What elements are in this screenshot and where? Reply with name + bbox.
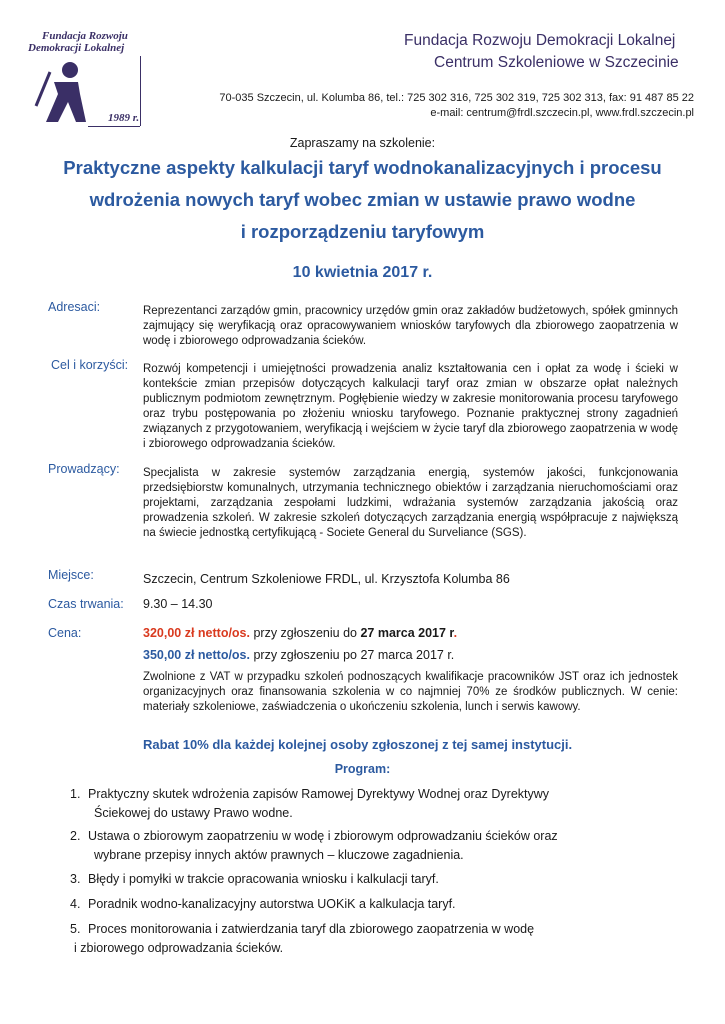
program-item-number: 3. (70, 872, 81, 886)
training-date: 10 kwietnia 2017 r. (292, 264, 433, 281)
title-line-1: Praktyczne aspekty kalkulacji taryf wodnokanalizacyjnych i procesu (63, 157, 662, 178)
cel-text: Rozwój kompetencji i umiejętności prowadzenia analiz kształtowania cen i opłat za wodę i ścieki w kontekście zmian przepisów dotyczących kalkulacji taryf oraz zmian w obszarze opłat należnych publicznym podmiotom zewnętrznym. Pogłębienie wiedzy w zakresie monitorowania procesu taryfowego oraz trybu postępowania po złożeniu wniosku taryfowego. Poznanie praktycznej strony zagadnień związanych z przygotowaniem, weryfikacją i wejściem w życie taryf dla zbiorowego zaopatrzenia w wodę i zbiorowego odprowadzania ścieków. (143, 363, 678, 450)
org-address: 70-035 Szczecin, ul. Kolumba 86, tel.: 725 302 316, 725 302 319, 725 302 313, fax: 91 487 85 22 (219, 92, 694, 104)
program-item-text: Ustawa o zbiorowym zaopatrzeniu w wodę i zbiorowym odprowadzaniu ścieków oraz (88, 829, 558, 843)
program-item (70, 870, 638, 889)
title-line-3: i rozporządzeniu taryfowym (240, 221, 485, 242)
program-item-number: 2. (70, 829, 81, 843)
program-item-text: Poradnik wodno-kanalizacyjny autorstwa UOKiK a kalkulacja taryf. (88, 897, 456, 911)
logo-frame-vertical (140, 56, 141, 126)
logo-name-line1: Fundacja Rozwoju (42, 30, 128, 42)
miejsce-text: Szczecin, Centrum Szkoleniowe FRDL, ul. Krzysztofa Kolumba 86 (143, 572, 510, 586)
program-item-text-cont: i zbiorowego odprowadzania ścieków. (74, 941, 284, 955)
price-1: 320,00 zł netto/os. (143, 626, 250, 640)
price-2-condition: przy zgłoszeniu po 27 marca 2017 r. (249, 648, 455, 662)
price-line-2 (143, 648, 454, 662)
program-item-text-cont: Ściekowej do ustawy Prawo wodne. (94, 806, 293, 820)
czas-text: 9.30 – 14.30 (143, 597, 213, 611)
cel-label: Cel i korzyści: (51, 358, 129, 372)
training-title (40, 152, 685, 248)
logo-name-line2: Demokracji Lokalnej (28, 42, 125, 54)
program-item-text: Praktyczny skutek wdrożenia zapisów Ramowej Dyrektywy Wodnej oraz Dyrektywy (88, 787, 550, 801)
prowadzacy-label: Prowadzący: (48, 462, 120, 476)
adresaci-label: Adresaci: (48, 300, 101, 314)
program-item-number: 5. (70, 922, 81, 936)
program-heading: Program: (334, 762, 391, 776)
czas-label: Czas trwania: (48, 597, 124, 611)
price-2: 350,00 zł netto/os. (143, 648, 250, 662)
price-note: Zwolnione z VAT w przypadku szkoleń podnoszących kwalifikacje pracowników JST oraz ich jednostek organizacyjnych oraz finansowania szkolenia w co najmniej 70% ze środków publicznych. W cenie: materiały szkoleniowe, zaświadczenia o ukończeniu szkolenia, lunch i serwis kawowy. (143, 671, 678, 713)
foundation-logo (28, 30, 148, 126)
program-item-text: Proces monitorowania i zatwierdzania taryf dla zbiorowego zaopatrzenia w wodę (88, 922, 535, 936)
price-line-1 (143, 626, 457, 640)
org-center-name: Centrum Szkoleniowe w Szczecinie (434, 54, 679, 71)
program-item-number: 4. (70, 897, 81, 911)
org-contact: e-mail: centrum@frdl.szczecin.pl, www.frdl.szczecin.pl (430, 107, 694, 119)
cena-label: Cena: (48, 626, 82, 640)
program-item (70, 895, 638, 914)
logo-frame-horizontal (88, 126, 140, 127)
price-1-condition: przy zgłoszeniu do (249, 626, 361, 640)
program-item-text: Błędy i pomyłki w trakcie opracowania wniosku i kalkulacji taryf. (88, 872, 439, 886)
program-item-number: 1. (70, 787, 81, 801)
program-item-text-cont: wybrane przepisy innych aktów prawnych – kluczowe zagadnienia. (94, 848, 464, 862)
price-1-dot: . (453, 626, 458, 640)
invite-text: Zapraszamy na szkolenie: (289, 136, 436, 150)
program-item (70, 827, 638, 865)
org-name: Fundacja Rozwoju Demokracji Lokalnej (404, 32, 676, 49)
prowadzacy-text: Specjalista w zakresie systemów zarządzania energią, systemów jakości, funkcjonowania przedsiębiorstw komunalnych, utrzymania technicznego obiektów i zarządzania nieruchomościami oraz projektami, zarządzania zespołami ludzkimi, wdrażania systemów zarządzania jakością oraz prowadzenia szkoleń. W zakresie szkoleń dotyczących zarządzania energią współpracuje z największą na świecie jednostką certyfikującą - Societe General du Surveliance (SGS). (143, 467, 678, 539)
program-item (70, 920, 638, 958)
figure-icon (34, 56, 94, 126)
miejsce-label: Miejsce: (48, 568, 94, 582)
program-item (70, 785, 638, 823)
price-1-deadline: 27 marca 2017 r (360, 626, 454, 640)
discount-note: Rabat 10% dla każdej kolejnej osoby zgłoszonej z tej samej instytucji. (143, 737, 573, 752)
title-line-2: wdrożenia nowych taryf wobec zmian w ustawie prawo wodne (89, 189, 636, 210)
logo-year: 1989 r. (108, 112, 140, 124)
adresaci-text: Reprezentanci zarządów gmin, pracownicy urzędów gmin oraz zakładów budżetowych, spółek gminnych zajmujący się weryfikacją oraz opracowywaniem wniosków taryfowych dla zbiorowego zaopatrzenia w wodę i zbiorowego odprowadzania ścieków. (143, 305, 678, 347)
